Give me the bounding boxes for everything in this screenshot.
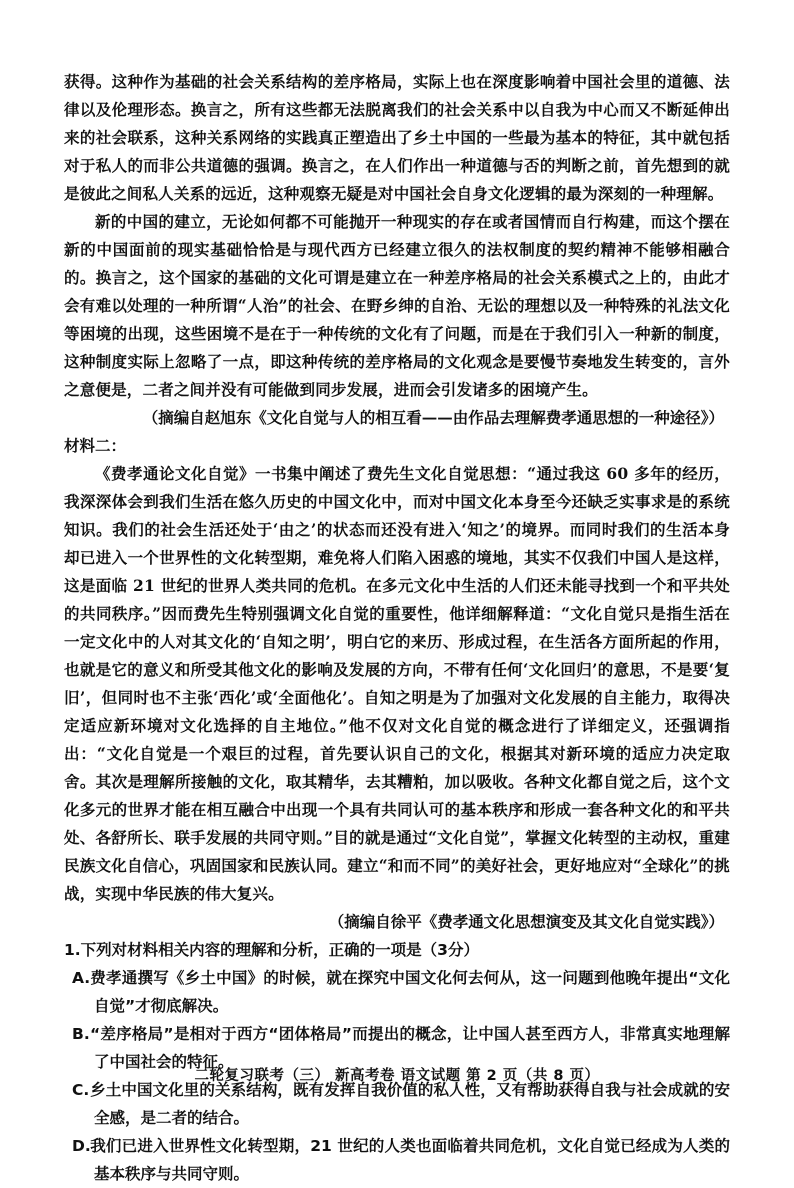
- option-b-text: “差序格局”是相对于西方“团体格局”而提出的概念，让中国人甚至西方人，非常真实地理解了中国社会的特征。: [90, 1025, 730, 1071]
- question-1: [64, 936, 730, 1188]
- option-d[interactable]: [64, 1132, 730, 1188]
- exam-page-content: [64, 68, 730, 1188]
- material2-label: 材料二：: [64, 437, 127, 455]
- option-d-letter: D.: [72, 1137, 91, 1155]
- material1-continuation: 获得。这种作为基础的社会关系结构的差序格局，实际上也在深度影响着中国社会里的道德、法律以及伦理形态。换言之，所有这些都无法脱离我们的社会关系中以自我为中心而又不断延伸出来的社会联系，这种关系网络的实践真正塑造出了乡土中国的一些最为基本的特征，其中就包括对于私人的而非公共道德的强调。换言之，在人们作出一种道德与否的判断之前，首先想到的就是彼此之间私人关系的远近，这种观察无疑是对中国社会自身文化逻辑的最为深刻的一种理解。: [64, 72, 730, 203]
- material2-source: （摘编自徐平《费孝通文化思想演变及其文化自觉实践》）: [328, 912, 724, 931]
- option-c-text: 乡土中国文化里的关系结构，既有发挥自我价值的私人性，又有帮助获得自我与社会成就的安全感，是二者的结合。: [90, 1081, 730, 1127]
- option-a-text: 费孝通撰写《乡土中国》的时候，就在探究中国文化何去何从，这一问题到他晚年提出“文化自觉”才彻底解决。: [90, 969, 730, 1015]
- material1-source: （摘编自赵旭东《文化自觉与人的相互看——由作品去理解费孝通思想的一种途径》）: [142, 408, 724, 427]
- option-d-text: 我们已进入世界性文化转型期，21 世纪的人类也面临着共同危机，文化自觉已经成为人类的基本秩序与共同守则。: [90, 1137, 730, 1183]
- option-a[interactable]: [64, 964, 730, 1020]
- material1-paragraph2: 新的中国的建立，无论如何都不可能抛开一种现实的存在或者国情而自行构建，而这个摆在新的中国面前的现实基础恰恰是与现代西方已经建立很久的法权制度的契约精神不能够相融合的。换言之，这个国家的基础的文化可谓是建立在一种差序格局的社会关系模式之上的，由此才会有难以处理的一种所谓“人治”的社会、在野乡绅的自治、无讼的理想以及一种特殊的礼法文化等困境的出现，这些困境不是在于一种传统的文化有了问题，而是在于我们引入一种新的制度，这种制度实际上忽略了一点，即这种传统的差序格局的文化观念是要慢节奏地发生转变的，言外之意便是，二者之间并没有可能做到同步发展，进而会引发诸多的困境产生。: [64, 212, 730, 399]
- question-1-stem: 1.下列对材料相关内容的理解和分析，正确的一项是（3分）: [64, 941, 479, 959]
- option-b-letter: B.: [72, 1025, 90, 1043]
- material2-paragraph: 《费孝通论文化自觉》一书集中阐述了费先生文化自觉思想：“通过我这 60 多年的经历，我深深体会到我们生活在悠久历史的中国文化中，而对中国文化本身至今还缺乏实事求是的系统知识。我们的社会生活还处于‘由之’的状态而还没有进入‘知之’的境界。而同时我们的生活本身却已进入一个世界性的文化转型期，难免将人们陷入困惑的境地，其实不仅我们中国人是这样，这是面临 21 世纪的世界人类共同的危机。在多元文化中生活的人们还未能寻找到一个和平共处的共同秩序。”因而费先生特别强调文化自觉的重要性，他详细解释道：“文化自觉只是指生活在一定文化中的人对其文化的‘自知之明’，明白它的来历、形成过程，在生活各方面所起的作用，也就是它的意义和所受其他文化的影响及发展的方向，不带有任何‘文化回归’的意思，不是要‘复旧’，但同时也不主张‘西化’或‘全面他化’。自知之明是为了加强对文化发展的自主能力，取得决定适应新环境对文化选择的自主地位。”他不仅对文化自觉的概念进行了详细定义，还强调指出：“文化自觉是一个艰巨的过程，首先要认识自己的文化，根据其对新环境的适应力决定取舍。其次是理解所接触的文化，取其精华，去其糟粕，加以吸收。各种文化都自觉之后，这个文化多元的世界才能在相互融合中出现一个具有共同认可的基本秩序和形成一套各种文化的和平共处、各舒所长、联手发展的共同守则。”目的就是通过“文化自觉”，掌握文化转型的主动权，重建民族文化自信心，巩固国家和民族认同。建立“和而不同”的美好社会，更好地应对“全球化”的挑战，实现中华民族的伟大复兴。: [64, 464, 730, 903]
- option-c-letter: C.: [72, 1081, 90, 1099]
- option-a-letter: A.: [72, 969, 91, 987]
- page-footer: 二轮复习联考（三） 新高考卷 语文试题 第 2 页（共 8 页）: [194, 1068, 600, 1084]
